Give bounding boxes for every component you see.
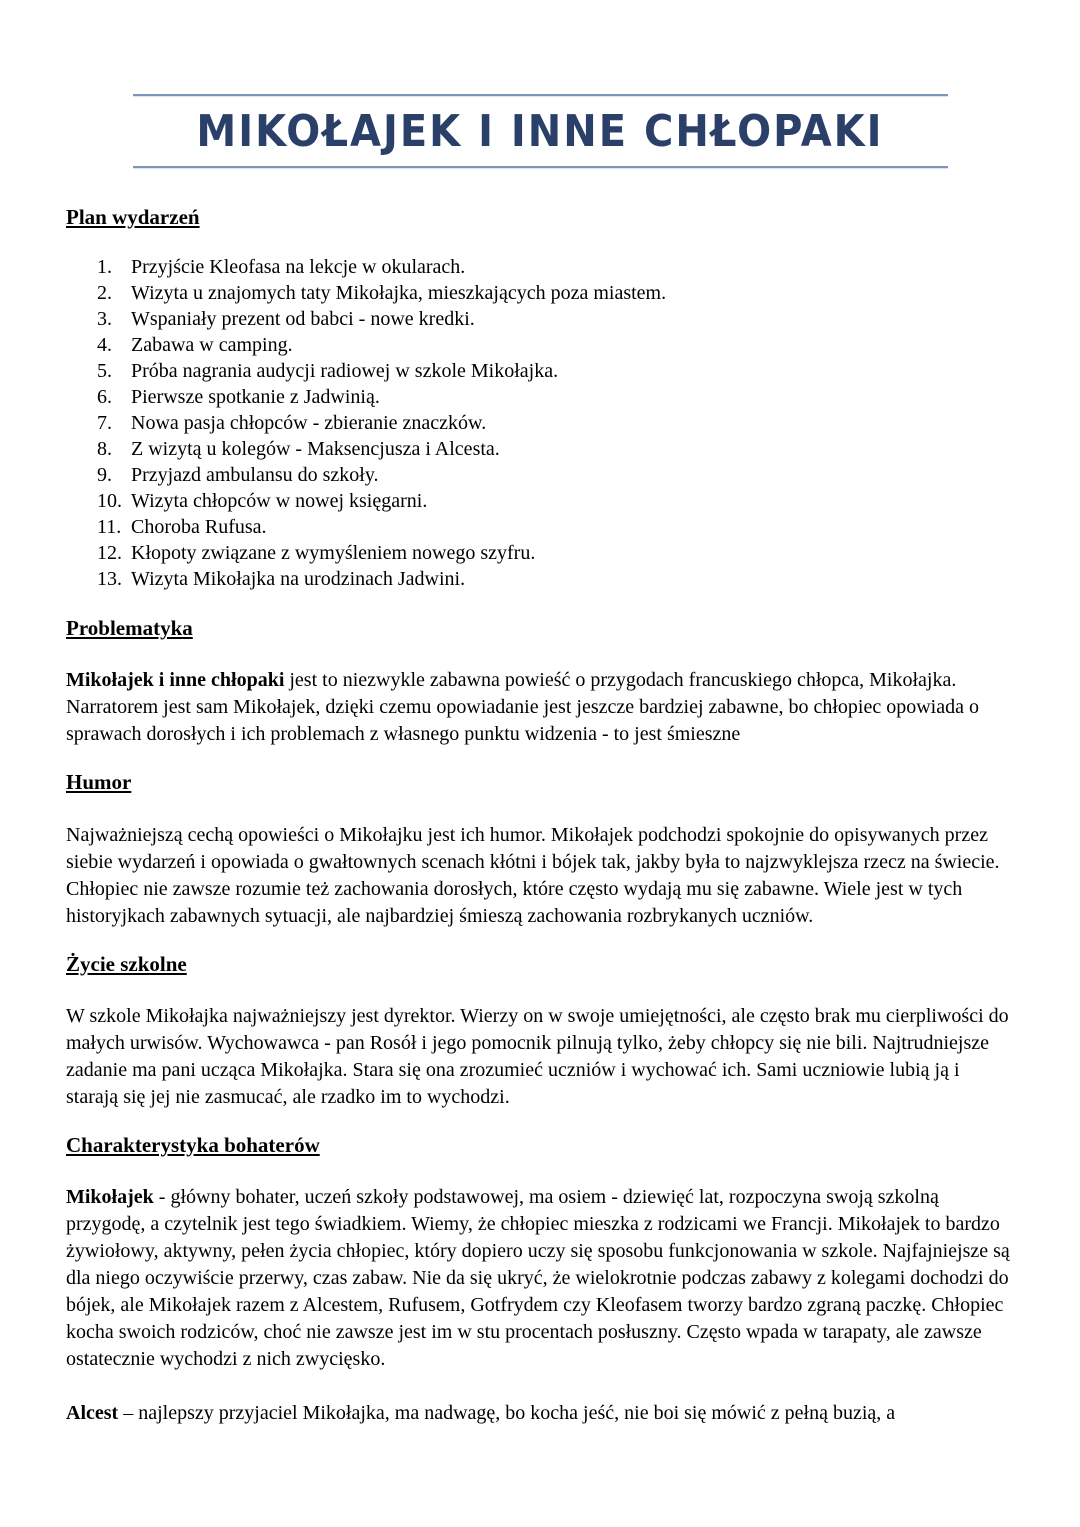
list-item xyxy=(97,488,1014,514)
list-item-text: Wizyta chłopców w nowej księgarni. xyxy=(131,490,428,513)
character-paragraphs xyxy=(66,1184,1014,1454)
list-item-number: 12. xyxy=(97,542,122,565)
list-item-number: 13. xyxy=(97,568,122,591)
list-item-number: 1. xyxy=(97,256,112,279)
section-heading-problematyka: Problematyka xyxy=(66,616,193,641)
list-item-text: Zabawa w camping. xyxy=(131,334,293,357)
list-item-text: Z wizytą u kolegów - Maksencjusza i Alcesta. xyxy=(131,438,500,461)
list-item xyxy=(97,306,1014,332)
list-item xyxy=(97,566,1014,592)
list-item-number: 10. xyxy=(97,490,122,513)
list-item xyxy=(97,436,1014,462)
list-item xyxy=(97,540,1014,566)
list-item xyxy=(97,384,1014,410)
list-item-text: Pierwsze spotkanie z Jadwinią. xyxy=(131,386,380,409)
section-heading-humor: Humor xyxy=(66,770,132,795)
list-item-number: 3. xyxy=(97,308,112,331)
list-item-number: 9. xyxy=(97,464,112,487)
paragraph-problematyka xyxy=(66,667,1014,748)
list-item-number: 7. xyxy=(97,412,112,435)
section-humor xyxy=(66,770,1014,929)
page-title: MIKOŁAJEK I INNE CHŁOPAKI xyxy=(196,107,884,157)
section-zycie-szkolne xyxy=(66,952,1014,1111)
list-item xyxy=(97,254,1014,280)
list-item-text: Próba nagrania audycji radiowej w szkole Mikołajka. xyxy=(131,360,559,383)
list-item-number: 6. xyxy=(97,386,112,409)
list-item xyxy=(97,410,1014,436)
paragraph-character xyxy=(66,1400,1014,1427)
paragraph-zycie-szkolne: W szkole Mikołajka najważniejszy jest dyrektor. Wierzy on w swoje umiejętności, ale często brak mu cierpliwości do małych urwisów. Wychowawca - pan Rosół i jego pomocnik pilnują tylko, żeby chłopcy się nie bili. Najtrudniejsze zadanie ma pani ucząca Mikołajka. Stara się ona zrozumieć uczniów i wychować ich. Sami uczniowie lubią ją i starają się jej nie zasmucać, ale rzadko im to wychodzi. xyxy=(66,1004,1009,1108)
list-item-text: Wizyta u znajomych taty Mikołajka, mieszkających poza miastem. xyxy=(131,282,667,305)
list-item-text: Kłopoty związane z wymyśleniem nowego szyfru. xyxy=(131,542,536,565)
section-charakterystyka xyxy=(66,1133,1014,1454)
list-item xyxy=(97,280,1014,306)
section-plan-wydarzen xyxy=(66,205,1014,592)
paragraph-lead-bold: Mikołajek i inne chłopaki xyxy=(66,669,285,692)
list-item-number: 8. xyxy=(97,438,112,461)
section-problematyka xyxy=(66,616,1014,748)
list-item xyxy=(97,332,1014,358)
section-heading-plan-wydarzen: Plan wydarzeń xyxy=(66,205,200,229)
list-item-text: Przyjście Kleofasa na lekcje w okularach. xyxy=(131,256,466,279)
plan-list xyxy=(66,254,1014,592)
section-heading-zycie-szkolne: Życie szkolne xyxy=(66,951,187,976)
list-item-text: Choroba Rufusa. xyxy=(131,516,267,539)
paragraph-humor: Najważniejszą cechą opowieści o Mikołajku jest ich humor. Mikołajek podchodzi spokojnie do opisywanych przez siebie wydarzeń i opowiada o gwałtownych scenach kłótni i bójek tak, jakby była to najzwyklejsza rzecz na świecie. Chłopiec nie zawsze rozumie też zachowania dorosłych, które często wydają mu się zabawne. Wiele jest w tych historyjkach zabawnych sytuacji, ale najbardziej śmieszą zachowania rozbrykanych uczniów. xyxy=(66,823,1000,927)
list-item xyxy=(97,514,1014,540)
list-item-text: Przyjazd ambulansu do szkoły. xyxy=(131,464,379,487)
list-item xyxy=(97,462,1014,488)
character-description: – najlepszy przyjaciel Mikołajka, ma nadwagę, bo kocha jeść, nie boi się mówić z pełną buzią, a xyxy=(123,1401,896,1424)
list-item-number: 5. xyxy=(97,360,112,383)
character-name-bold: Mikołajek xyxy=(66,1185,154,1208)
character-name-bold: Alcest xyxy=(66,1401,119,1424)
list-item-text: Wizyta Mikołajka na urodzinach Jadwini. xyxy=(131,568,466,591)
list-item-text: Nowa pasja chłopców - zbieranie znaczków. xyxy=(131,412,487,435)
list-item-number: 2. xyxy=(97,282,112,305)
list-item-number: 11. xyxy=(97,516,122,539)
paragraph-character xyxy=(66,1184,1014,1373)
list-item-number: 4. xyxy=(97,334,112,357)
paragraph-text: jest to niezwykle zabawna powieść o przygodach francuskiego chłopca, Mikołajka. Narratorem jest sam Mikołajek, dzięki czemu opowiadanie jest jeszcze bardziej zabawne, bo chłopiec opowiada o sprawach dorosłych i ich problemach z własnego punktu widzenia - to jest śmieszne xyxy=(66,669,979,746)
section-heading-charakterystyka: Charakterystyka bohaterów xyxy=(66,1132,320,1157)
character-description: - główny bohater, uczeń szkoły podstawowej, ma osiem - dziewięć lat, rozpoczyna swoją szkolną przygodę, a czytelnik jest tego świadkiem. Wiemy, że chłopiec mieszka z rodzicami we Francji. Mikołajek to bardzo żywiołowy, aktywny, pełen życia chłopiec, który dopiero uczy się sposobu funkcjonowania w szkole. Najfajniejsze są dla niego oczywiście przerwy, czas zabaw. Nie da się ukryć, że wielokrotnie podczas zabawy z kolegami dochodzi do bójek, ale Mikołajek razem z Alcestem, Rufusem, Gotfrydem czy Kleofasem tworzy bardzo zgraną paczkę. Chłopiec kocha swoich rodziców, choć nie zawsze jest im w stu procentach posłuszny. Często wpada w tarapaty, ale zawsze ostatecznie wychodzi z nich zwycięsko. xyxy=(66,1185,1010,1370)
list-item-text: Wspaniały prezent od babci - nowe kredki. xyxy=(131,308,475,331)
document-content xyxy=(0,168,1080,1454)
list-item xyxy=(97,358,1014,384)
title-rule-top xyxy=(133,94,948,96)
title-block xyxy=(0,0,1080,168)
